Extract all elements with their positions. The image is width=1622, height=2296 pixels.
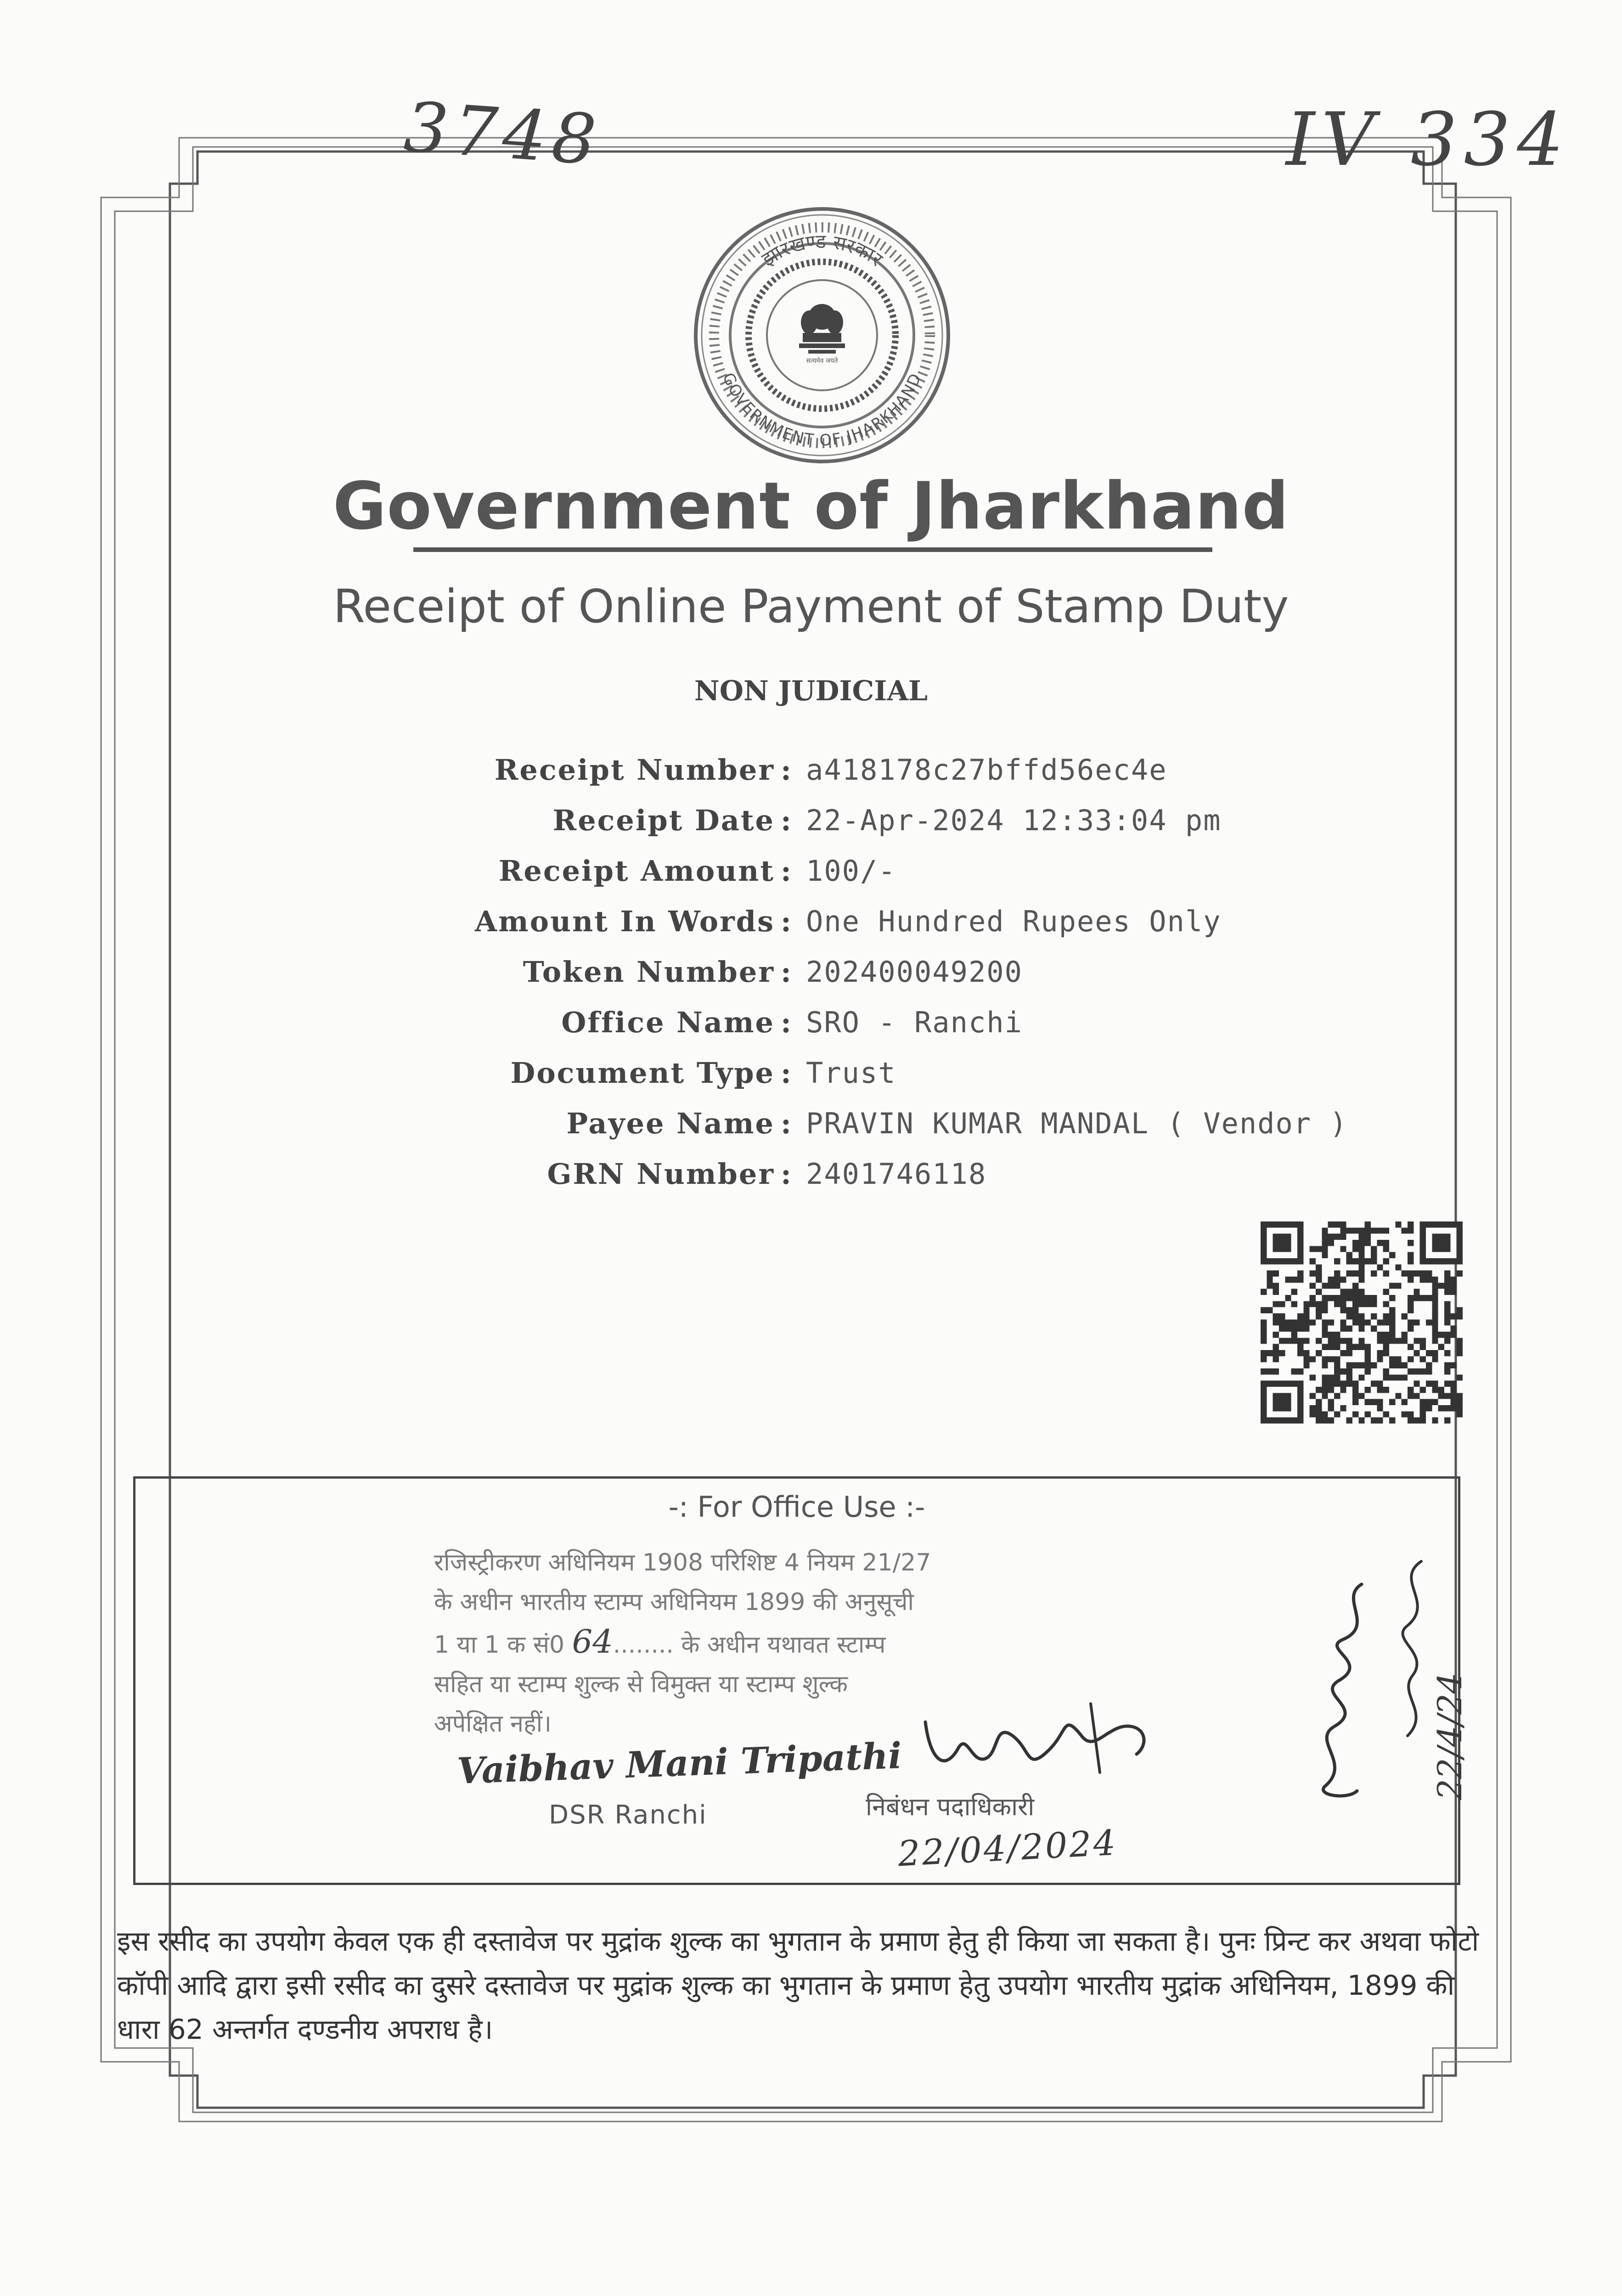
detail-colon: : <box>781 854 791 888</box>
detail-colon: : <box>781 804 791 837</box>
detail-row <box>0 905 1622 955</box>
jharkhand-emblem-icon <box>684 202 960 468</box>
office-use-box <box>133 1476 1469 1885</box>
detail-label: Payee Name <box>566 1107 775 1140</box>
detail-colon: : <box>781 1056 791 1090</box>
detail-colon: : <box>781 1157 791 1191</box>
detail-label: Receipt Number <box>494 753 775 787</box>
detail-colon: : <box>781 905 791 938</box>
handwritten-date-right: 22/4/24 <box>1431 1672 1469 1800</box>
page-subtitle: Receipt of Online Payment of Stamp Duty <box>333 580 1289 633</box>
svg-text:झारखण्ड सरकार <box>758 230 887 271</box>
receipt-amount-value: 100/- <box>806 854 896 888</box>
registrar-date: 22/04/2024 <box>896 1822 1119 1874</box>
payee-name-value: PRAVIN KUMAR MANDAL ( Vendor ) <box>806 1107 1348 1140</box>
detail-label: Receipt Amount <box>498 854 775 888</box>
grn-number-value: 2401746118 <box>806 1157 987 1191</box>
detail-row <box>0 955 1622 1006</box>
detail-colon: : <box>781 955 791 989</box>
emblem-motto: सत्यमेव जयते <box>806 357 838 365</box>
amount-in-words-value: One Hundred Rupees Only <box>806 905 1222 938</box>
detail-label: Token Number <box>523 955 775 989</box>
receipt-date-value: 22-Apr-2024 12:33:04 pm <box>806 804 1222 837</box>
detail-label: Office Name <box>561 1006 775 1039</box>
stamp-line: सहित या स्टाम्प शुल्क से विमुक्त या स्टाम्प शुल्क <box>434 1671 848 1698</box>
receipt-number-value: a418178c27bffd56ec4e <box>806 753 1167 787</box>
stamp-line <box>434 1622 1077 1665</box>
token-number-value: 202400049200 <box>806 955 1023 989</box>
registrar-title: निबंधन पदाधिकारी <box>866 1792 1035 1821</box>
title-underline <box>413 547 1212 552</box>
detail-label: Document Type <box>510 1056 775 1090</box>
emblem-bottom-text: GOVERNMENT OF JHARKHAND <box>719 370 925 450</box>
stamp-number: 64 <box>572 1623 613 1660</box>
document-type-value: Trust <box>806 1056 896 1090</box>
officer-name-stamp: Vaibhav Mani Tripathi <box>456 1735 903 1792</box>
handwritten-serial-right: IV 334 <box>1286 96 1570 182</box>
legal-footer-note: इस रसीद का उपयोग केवल एक ही दस्तावेज पर मुद्रांक शुल्क का भुगतान के प्रमाण हेतु ही किया जा सकता है। पुनः प्रिन्ट कर अथवा फोटो कॉपी आदि द्वारा इसी रसीद का दुसरे दस्तावेज पर मुद्रांक शुल्क का भुगतान के प्रमाण हेतु उपयोग भारतीय मुद्रांक अधिनियम, 1899 की धारा 62 अन्तर्गत दण्डनीय अपराध है। <box>117 1925 1479 2046</box>
page-title: Government of Jharkhand <box>332 468 1290 544</box>
detail-label: Receipt Date <box>552 804 775 837</box>
stamp-line-suffix: ........ के अधीन यथावत स्टाम्प <box>613 1631 886 1659</box>
detail-row <box>0 854 1622 905</box>
stamp-line: रजिस्ट्रीकरण अधिनियम 1908 परिशिष्ट 4 नियम 21/27 <box>434 1549 931 1576</box>
detail-row <box>0 1006 1622 1056</box>
detail-row <box>0 753 1622 804</box>
detail-row <box>0 1157 1622 1208</box>
handwritten-serial-left: 3748 <box>401 87 604 181</box>
category-label: NON JUDICIAL <box>694 675 928 707</box>
detail-colon: : <box>781 1107 791 1140</box>
detail-colon: : <box>781 1006 791 1039</box>
detail-row <box>0 1056 1622 1107</box>
detail-colon: : <box>781 753 791 787</box>
detail-row <box>0 1107 1622 1157</box>
emblem-top-text: झारखण्ड सरकार <box>758 230 887 271</box>
qr-code-icon <box>1261 1221 1463 1424</box>
office-use-title: -: For Office Use :- <box>668 1490 925 1524</box>
detail-label: Amount In Words <box>475 905 775 938</box>
stamp-line-prefix: 1 या 1 क सं0 <box>434 1631 565 1659</box>
detail-label: GRN Number <box>547 1157 775 1191</box>
office-name-value: SRO - Ranchi <box>806 1006 1023 1039</box>
stamp-line: के अधीन भारतीय स्टाम्प अधिनियम 1899 की अनुसूची <box>434 1588 914 1616</box>
stamp-line: अपेक्षित नहीं। <box>434 1710 552 1738</box>
detail-row <box>0 804 1622 854</box>
registrar-signature <box>916 1694 1155 1786</box>
officer-designation: DSR Ranchi <box>549 1800 707 1830</box>
